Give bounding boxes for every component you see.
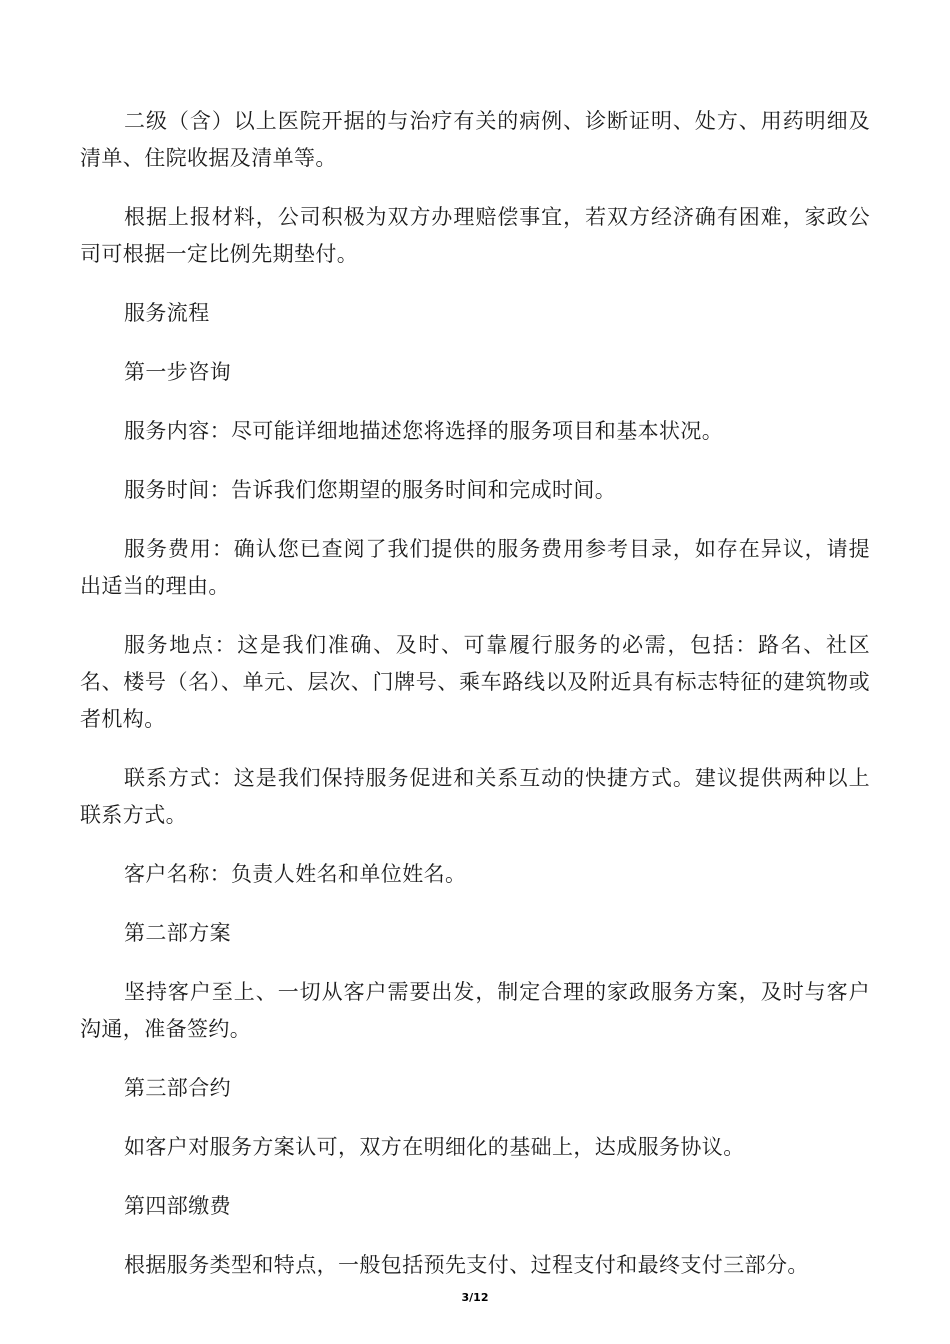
paragraph-payment: 根据服务类型和特点，一般包括预先支付、过程支付和最终支付三部分。: [124, 1253, 809, 1277]
paragraph-service-location: 服务地点：这是我们准确、及时、可靠履行服务的必需，包括：路名、社区名、楼号（名）、单元、层次、门牌号、乘车路线以及附近具有标志特征的建筑物或者机构。: [80, 633, 870, 731]
paragraph-hospital-documents: 二级（含）以上医院开据的与治疗有关的病例、诊断证明、处方、用药明细及清单、住院收据及清单等。: [80, 109, 870, 170]
heading-service-process: 服务流程: [124, 301, 210, 325]
page-number: 3/12: [461, 1291, 489, 1304]
paragraph-customer-name: 客户名称：负责人姓名和单位姓名。: [124, 862, 467, 886]
document-body: [80, 103, 870, 1306]
paragraph-compensation: 根据上报材料，公司积极为双方办理赔偿事宜，若双方经济确有困难，家政公司可根据一定比例先期垫付。: [80, 205, 870, 266]
heading-step-one-consult: 第一步咨询: [124, 360, 231, 384]
paragraph-service-time: 服务时间：告诉我们您期望的服务时间和完成时间。: [124, 478, 617, 502]
paragraph-contract: 如客户对服务方案认可，双方在明细化的基础上，达成服务协议。: [124, 1135, 745, 1159]
paragraph-plan: 坚持客户至上、一切从客户需要出发，制定合理的家政服务方案，及时与客户沟通，准备签约。: [80, 980, 870, 1041]
heading-step-two-plan: 第二部方案: [124, 921, 231, 945]
heading-step-three-contract: 第三部合约: [124, 1076, 231, 1100]
heading-step-four-payment: 第四部缴费: [124, 1194, 231, 1218]
paragraph-service-fee: 服务费用：确认您已查阅了我们提供的服务费用参考目录，如存在异议，请提出适当的理由。: [80, 537, 870, 598]
paragraph-contact-method: 联系方式：这是我们保持服务促进和关系互动的快捷方式。建议提供两种以上联系方式。: [80, 766, 870, 827]
paragraph-service-content: 服务内容：尽可能详细地描述您将选择的服务项目和基本状况。: [124, 419, 724, 443]
